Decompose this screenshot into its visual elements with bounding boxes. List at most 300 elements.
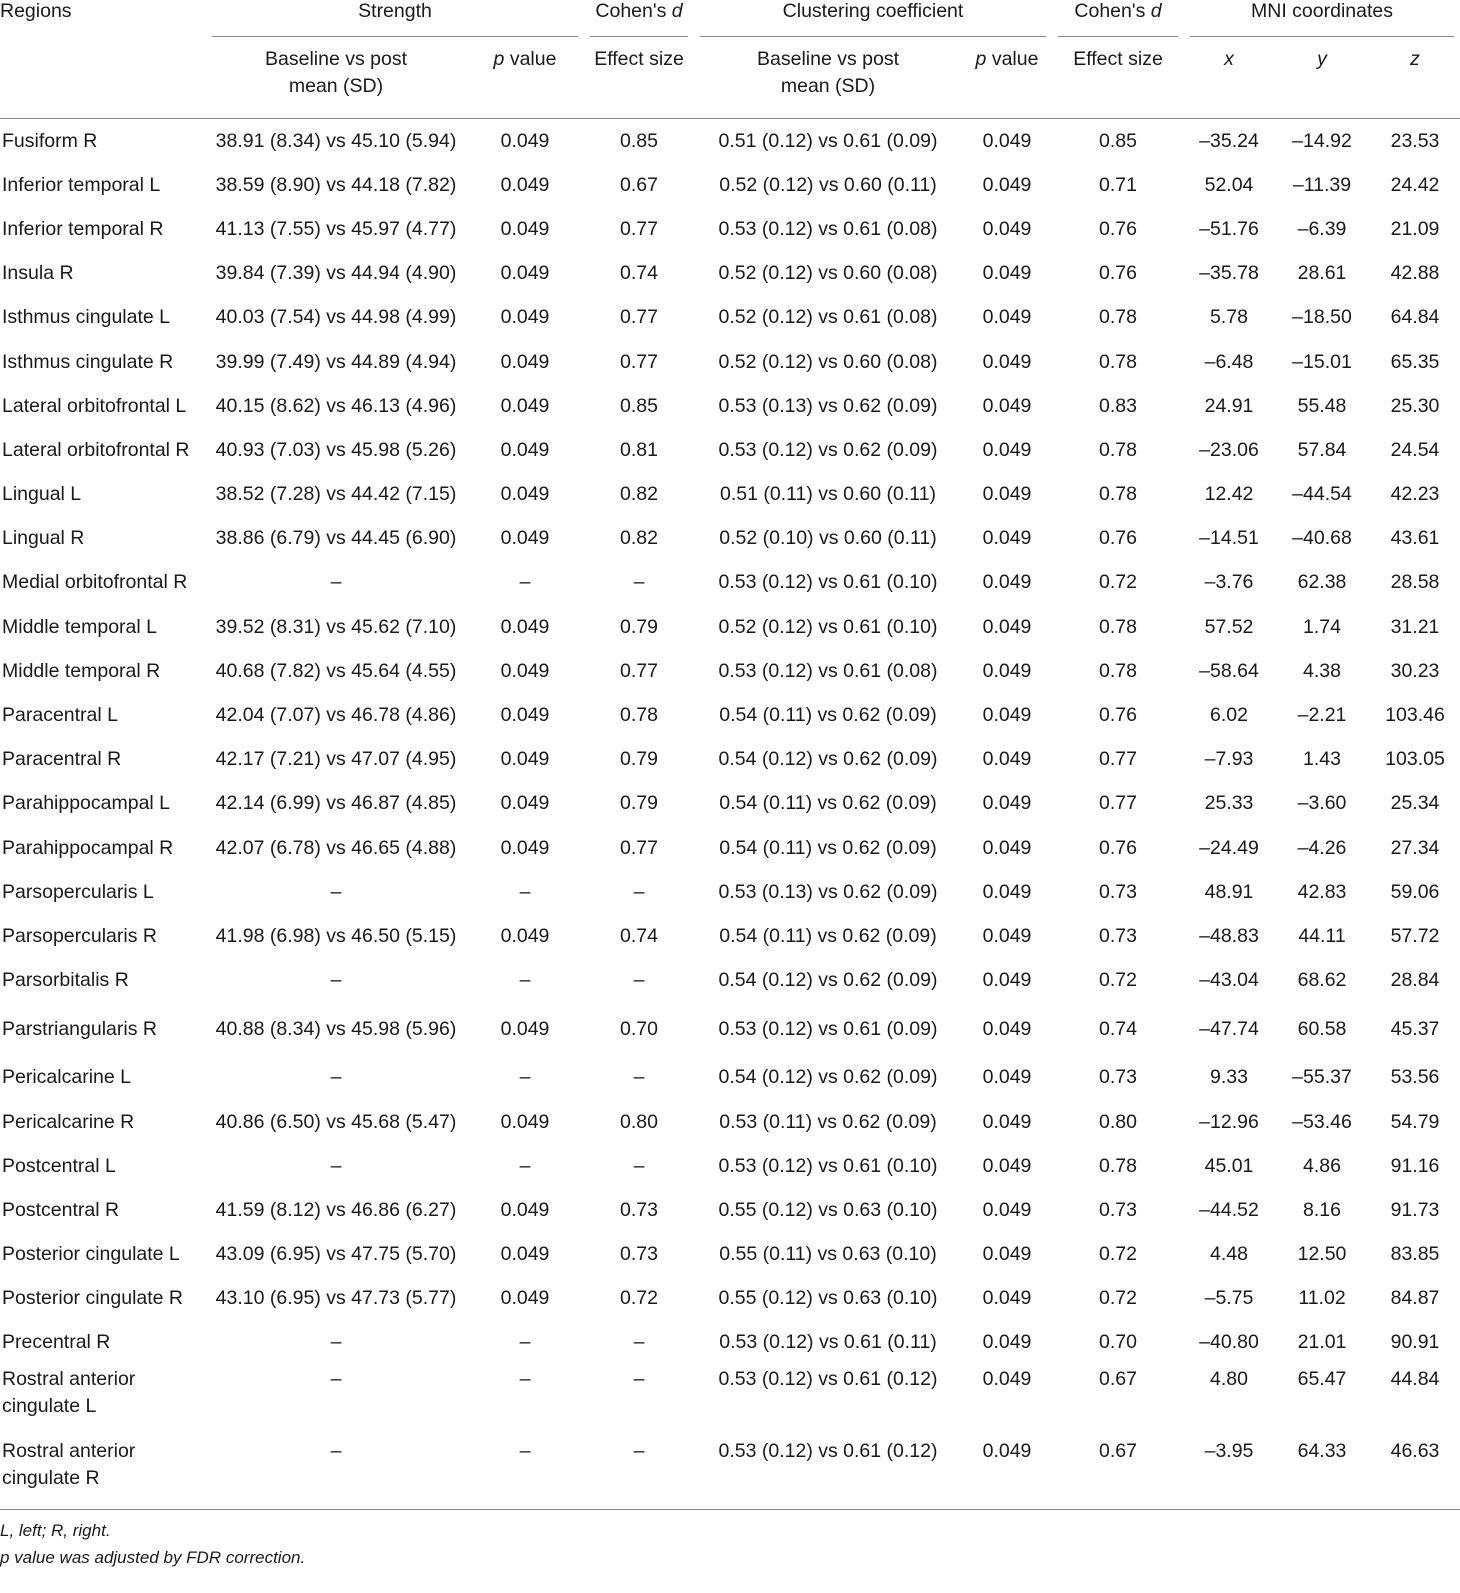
mni-y-cell: 1.74	[1303, 615, 1341, 638]
clustering-p-value-cell: 0.049	[982, 350, 1032, 373]
clustering-p-value-cell: 0.049	[982, 1368, 1032, 1391]
table-row	[0, 119, 1460, 164]
mni-z-cell: 23.53	[1390, 129, 1440, 152]
header-mni-coordinates: MNI coordinates	[1184, 0, 1460, 46]
clustering-effect-size-cell: 0.67	[1052, 1437, 1184, 1510]
region-cell: Pericalcarine R	[2, 1110, 135, 1133]
clustering-effect-size-cell: 0.73	[1099, 1066, 1137, 1089]
strength-mean-cell: 40.15 (8.62) vs 46.13 (4.96)	[215, 394, 457, 417]
mni-z-cell: 24.42	[1390, 173, 1440, 196]
mni-z-cell: 27.34	[1390, 836, 1440, 859]
header-cohens-d-clustering: Cohen's d	[1052, 0, 1184, 46]
strength-p-value-cell: 0.049	[500, 262, 550, 285]
strength-mean-cell: 42.04 (7.07) vs 46.78 (4.86)	[215, 704, 457, 727]
table-row	[0, 1056, 1460, 1100]
mni-x-cell: 57.52	[1204, 615, 1254, 638]
mni-x-cell: –58.64	[1199, 659, 1259, 682]
clustering-effect-size-cell: 0.78	[1099, 350, 1137, 373]
mni-y-cell: –44.54	[1292, 483, 1352, 506]
header-regions-blank	[0, 46, 206, 119]
strength-effect-size-cell: 0.85	[620, 394, 658, 417]
clustering-effect-size-cell: 0.73	[1099, 924, 1137, 947]
strength-effect-size-cell: 0.67	[620, 173, 658, 196]
strength-mean-cell: 39.52 (8.31) vs 45.62 (7.10)	[215, 615, 457, 638]
clustering-p-value-cell: 0.049	[982, 659, 1032, 682]
region-cell: Parsorbitalis R	[2, 969, 129, 992]
clustering-mean-cell: 0.55 (0.12) vs 0.63 (0.10)	[718, 1287, 938, 1310]
strength-p-value-cell: 0.049	[500, 1287, 550, 1310]
region-cell: Precentral R	[2, 1331, 111, 1354]
strength-mean-cell: 40.86 (6.50) vs 45.68 (5.47)	[215, 1110, 457, 1133]
table-row	[0, 870, 1460, 914]
strength-effect-size-cell: –	[584, 1437, 694, 1510]
clustering-p-value-cell: 0.049	[982, 483, 1032, 506]
clustering-p-value-cell: 0.049	[982, 173, 1032, 196]
strength-mean-cell: 40.88 (8.34) vs 45.98 (5.96)	[215, 1017, 457, 1040]
strength-p-value-cell: –	[519, 969, 531, 992]
mni-z-cell: 65.35	[1390, 350, 1440, 373]
mni-y-cell: 11.02	[1298, 1287, 1346, 1310]
mni-x-cell: 25.33	[1204, 792, 1254, 815]
strength-effect-size-cell: 0.77	[620, 306, 658, 329]
strength-mean-cell: 42.14 (6.99) vs 46.87 (4.85)	[215, 792, 457, 815]
clustering-effect-size-cell: 0.73	[1099, 1198, 1137, 1221]
clustering-effect-size-cell: 0.78	[1099, 306, 1137, 329]
mni-z-cell: 46.63	[1370, 1437, 1460, 1510]
mni-z-cell: 25.34	[1390, 792, 1440, 815]
header-clustering-mean: Baseline vs post mean (SD)	[694, 46, 962, 119]
mni-y-cell: 12.50	[1297, 1243, 1347, 1266]
mni-x-cell: 4.48	[1210, 1243, 1248, 1266]
mni-x-cell: –3.76	[1204, 571, 1254, 594]
clustering-p-value-cell: 0.049	[982, 217, 1032, 240]
mni-z-cell: 42.23	[1390, 483, 1440, 506]
clustering-p-value-cell: 0.049	[982, 792, 1032, 815]
mni-y-cell: 4.86	[1303, 1154, 1341, 1177]
strength-effect-size-cell: –	[633, 1154, 645, 1177]
mni-y-cell: 68.62	[1297, 969, 1347, 992]
strength-mean-cell: –	[330, 969, 342, 992]
clustering-effect-size-cell: 0.77	[1099, 792, 1137, 815]
strength-p-value-cell: 0.049	[500, 438, 550, 461]
mni-z-cell: 44.84	[1390, 1368, 1440, 1391]
table-row	[0, 163, 1460, 207]
strength-mean-cell: 41.59 (8.12) vs 46.86 (6.27)	[215, 1198, 457, 1221]
table-row	[0, 1277, 1460, 1321]
mni-z-cell: 90.91	[1390, 1331, 1440, 1354]
region-cell: Pericalcarine L	[2, 1066, 131, 1089]
mni-y-cell: 21.01	[1297, 1331, 1347, 1354]
clustering-mean-cell: 0.54 (0.11) vs 0.62 (0.09)	[719, 792, 937, 815]
header-strength-effect-size: Effect size	[584, 46, 694, 119]
table-row	[0, 207, 1460, 251]
mni-x-cell: 4.80	[1210, 1368, 1248, 1391]
mni-y-cell: –15.01	[1292, 350, 1352, 373]
strength-effect-size-cell: 0.81	[620, 438, 658, 461]
strength-p-value-cell: 0.049	[500, 1243, 550, 1266]
clustering-effect-size-cell: 0.77	[1099, 748, 1137, 771]
strength-p-value-cell: 0.049	[500, 704, 550, 727]
clustering-effect-size-cell: 0.67	[1099, 1368, 1137, 1391]
footnote-abbreviations: L, left; R, right.	[0, 1521, 111, 1540]
region-cell: Parsopercularis L	[2, 880, 154, 903]
strength-mean-cell: 43.10 (6.95) vs 47.73 (5.77)	[215, 1287, 457, 1310]
clustering-p-value-cell: 0.049	[982, 1110, 1032, 1133]
clustering-p-value-cell: 0.049	[982, 1198, 1032, 1221]
strength-p-value-cell: 0.049	[500, 173, 550, 196]
region-cell: Posterior cingulate R	[2, 1287, 184, 1310]
region-cell: Rostral anterior cingulate L	[2, 1368, 136, 1418]
mni-y-cell: –3.60	[1297, 792, 1347, 815]
clustering-p-value-cell: 0.049	[982, 748, 1032, 771]
strength-effect-size-cell: 0.73	[620, 1243, 658, 1266]
clustering-p-value-cell: 0.049	[982, 1287, 1032, 1310]
table-row	[0, 1365, 1460, 1437]
mni-z-cell: 64.84	[1390, 306, 1440, 329]
table-row	[0, 1437, 1460, 1510]
clustering-p-value-cell: 0.049	[982, 129, 1032, 152]
region-cell: Fusiform R	[2, 129, 98, 152]
clustering-p-value-cell: 0.049	[982, 571, 1032, 594]
mni-y-cell: –4.26	[1297, 836, 1347, 859]
mni-z-cell: 59.06	[1390, 880, 1440, 903]
clustering-p-value-cell: 0.049	[982, 880, 1032, 903]
header-clustering-effect-size: Effect size	[1052, 46, 1184, 119]
table-row	[0, 340, 1460, 384]
strength-mean-cell: –	[330, 571, 342, 594]
clustering-effect-size-cell: 0.85	[1099, 129, 1137, 152]
strength-mean-cell: 38.52 (7.28) vs 44.42 (7.15)	[215, 483, 457, 506]
clustering-mean-cell: 0.55 (0.11) vs 0.63 (0.10)	[719, 1243, 937, 1266]
strength-mean-cell: 40.03 (7.54) vs 44.98 (4.99)	[215, 306, 457, 329]
mni-y-cell: –6.39	[1297, 217, 1347, 240]
mni-y-cell: 60.58	[1297, 1017, 1347, 1040]
table-row	[0, 252, 1460, 296]
mni-y-cell: –55.37	[1292, 1066, 1352, 1089]
clustering-effect-size-cell: 0.76	[1099, 262, 1137, 285]
strength-effect-size-cell: 0.73	[620, 1198, 658, 1221]
strength-effect-size-cell: 0.80	[620, 1110, 658, 1133]
mni-y-cell: 65.47	[1297, 1368, 1347, 1391]
strength-effect-size-cell: 0.72	[620, 1287, 658, 1310]
strength-mean-cell: 39.84 (7.39) vs 44.94 (4.90)	[215, 262, 457, 285]
region-cell: Parsopercularis R	[2, 924, 157, 947]
strength-effect-size-cell: –	[633, 571, 645, 594]
clustering-effect-size-cell: 0.76	[1099, 527, 1137, 550]
mni-x-cell: –12.96	[1199, 1110, 1259, 1133]
mni-z-cell: 83.85	[1390, 1243, 1440, 1266]
clustering-effect-size-cell: 0.71	[1099, 173, 1137, 196]
mni-x-cell: –23.06	[1199, 438, 1259, 461]
mni-y-cell: 4.38	[1303, 659, 1341, 682]
strength-p-value-cell: 0.049	[500, 615, 550, 638]
table-row	[0, 428, 1460, 472]
mni-y-cell: 64.33	[1274, 1437, 1370, 1510]
clustering-p-value-cell: 0.049	[982, 1017, 1032, 1040]
mni-z-cell: 57.72	[1390, 924, 1440, 947]
table-row	[0, 1100, 1460, 1144]
header-strength: Strength	[206, 0, 584, 46]
clustering-mean-cell: 0.53 (0.12) vs 0.61 (0.11)	[719, 1331, 937, 1354]
clustering-mean-cell: 0.54 (0.12) vs 0.62 (0.09)	[718, 748, 938, 771]
strength-mean-cell: –	[330, 1066, 342, 1089]
region-cell: Lateral orbitofrontal L	[2, 394, 187, 417]
strength-effect-size-cell: –	[633, 1066, 645, 1089]
strength-effect-size-cell: –	[633, 1331, 645, 1354]
mni-y-cell: –18.50	[1292, 306, 1352, 329]
header-strength-p-value: p value	[466, 46, 584, 119]
mni-y-cell: 62.38	[1297, 571, 1347, 594]
mni-x-cell: –51.76	[1199, 217, 1259, 240]
clustering-p-value-cell: 0.049	[982, 1154, 1032, 1177]
clustering-effect-size-cell: 0.78	[1099, 659, 1137, 682]
strength-effect-size-cell: 0.77	[620, 836, 658, 859]
clustering-mean-cell: 0.51 (0.12) vs 0.61 (0.09)	[718, 129, 938, 152]
clustering-effect-size-cell: 0.74	[1099, 1017, 1137, 1040]
strength-p-value-cell: –	[519, 880, 531, 903]
clustering-effect-size-cell: 0.72	[1099, 571, 1137, 594]
mni-z-cell: 103.05	[1385, 748, 1445, 771]
clustering-mean-cell: 0.52 (0.12) vs 0.60 (0.11)	[719, 173, 937, 196]
table-row	[0, 738, 1460, 782]
clustering-effect-size-cell: 0.73	[1099, 880, 1137, 903]
mni-y-cell: 44.11	[1298, 924, 1346, 947]
region-cell: Parahippocampal L	[2, 792, 171, 815]
strength-p-value-cell: 0.049	[500, 394, 550, 417]
mni-z-cell: 45.37	[1390, 1017, 1440, 1040]
clustering-effect-size-cell: 0.76	[1099, 704, 1137, 727]
strength-effect-size-cell: 0.82	[620, 527, 658, 550]
clustering-mean-cell: 0.53 (0.12) vs 0.61 (0.08)	[718, 217, 938, 240]
mni-x-cell: –6.48	[1204, 350, 1254, 373]
header-clustering-coefficient: Clustering coefficient	[694, 0, 1052, 46]
clustering-effect-size-cell: 0.83	[1099, 394, 1137, 417]
mni-x-cell: –48.83	[1199, 924, 1259, 947]
region-cell: Insula R	[2, 262, 74, 285]
mni-z-cell: 24.54	[1390, 438, 1440, 461]
mni-x-cell: –7.93	[1204, 748, 1254, 771]
mni-y-cell: 8.16	[1303, 1198, 1341, 1221]
clustering-mean-cell: 0.53 (0.12) vs 0.61 (0.10)	[718, 1154, 938, 1177]
mni-z-cell: 91.16	[1390, 1154, 1440, 1177]
clustering-effect-size-cell: 0.80	[1099, 1110, 1137, 1133]
mni-x-cell: –47.74	[1199, 1017, 1259, 1040]
clustering-mean-cell: 0.54 (0.11) vs 0.62 (0.09)	[719, 836, 937, 859]
mni-y-cell: –14.92	[1292, 129, 1352, 152]
clustering-p-value-cell: 0.049	[962, 1437, 1052, 1510]
clustering-effect-size-cell: 0.78	[1099, 1154, 1137, 1177]
clustering-mean-cell: 0.55 (0.12) vs 0.63 (0.10)	[718, 1198, 938, 1221]
mni-z-cell: 91.73	[1390, 1198, 1440, 1221]
header-strength-mean: Baseline vs post mean (SD)	[206, 46, 466, 119]
region-cell: Medial orbitofrontal R	[2, 571, 188, 594]
clustering-mean-cell: 0.52 (0.12) vs 0.60 (0.08)	[718, 262, 938, 285]
strength-mean-cell: 40.93 (7.03) vs 45.98 (5.26)	[215, 438, 457, 461]
mni-x-cell: 9.33	[1210, 1066, 1248, 1089]
strength-p-value-cell: –	[466, 1437, 584, 1510]
mni-x-cell: 24.91	[1204, 394, 1254, 417]
mni-z-cell: 31.21	[1390, 615, 1440, 638]
strength-effect-size-cell: 0.77	[620, 350, 658, 373]
mni-x-cell: –14.51	[1199, 527, 1259, 550]
clustering-p-value-cell: 0.049	[982, 1331, 1032, 1354]
mni-x-cell: 45.01	[1204, 1154, 1254, 1177]
region-cell: Lateral orbitofrontal R	[2, 438, 190, 461]
mni-z-cell: 54.79	[1390, 1110, 1440, 1133]
mni-z-cell: 30.23	[1390, 659, 1440, 682]
table-row	[0, 959, 1460, 1003]
region-cell: Paracentral L	[2, 704, 118, 727]
header-z: z	[1370, 46, 1460, 119]
strength-mean-cell: 41.98 (6.98) vs 46.50 (5.15)	[215, 924, 457, 947]
mni-y-cell: –40.68	[1292, 527, 1352, 550]
clustering-mean-cell: 0.53 (0.12) vs 0.61 (0.08)	[718, 659, 938, 682]
table-row	[0, 1188, 1460, 1232]
strength-p-value-cell: 0.049	[500, 924, 550, 947]
strength-effect-size-cell: 0.79	[620, 615, 658, 638]
strength-p-value-cell: 0.049	[500, 217, 550, 240]
strength-p-value-cell: –	[519, 1154, 531, 1177]
clustering-effect-size-cell: 0.70	[1099, 1331, 1137, 1354]
clustering-mean-cell: 0.53 (0.12) vs 0.61 (0.09)	[718, 1017, 938, 1040]
strength-mean-cell: –	[330, 1154, 342, 1177]
strength-p-value-cell: 0.049	[500, 1017, 550, 1040]
mni-z-cell: 84.87	[1390, 1287, 1440, 1310]
clustering-mean-cell: 0.53 (0.12) vs 0.61 (0.12)	[718, 1368, 938, 1391]
clustering-mean-cell: 0.54 (0.11) vs 0.62 (0.09)	[719, 924, 937, 947]
strength-p-value-cell: 0.049	[500, 1198, 550, 1221]
clustering-mean-cell: 0.53 (0.13) vs 0.62 (0.09)	[718, 880, 938, 903]
strength-p-value-cell: 0.049	[500, 306, 550, 329]
table-row	[0, 914, 1460, 958]
clustering-mean-cell: 0.53 (0.12) vs 0.61 (0.10)	[718, 571, 938, 594]
clustering-mean-cell: 0.52 (0.12) vs 0.61 (0.10)	[718, 615, 938, 638]
mni-y-cell: 42.83	[1297, 880, 1347, 903]
clustering-mean-cell: 0.52 (0.12) vs 0.60 (0.08)	[718, 350, 938, 373]
region-cell: Inferior temporal R	[2, 217, 164, 240]
table-row	[0, 782, 1460, 826]
mni-z-cell: 28.84	[1390, 969, 1440, 992]
table-row	[0, 384, 1460, 428]
clustering-p-value-cell: 0.049	[982, 704, 1032, 727]
header-regions: Regions	[0, 0, 72, 22]
strength-p-value-cell: –	[519, 571, 531, 594]
table-row	[0, 1321, 1460, 1365]
strength-effect-size-cell: –	[633, 1368, 645, 1391]
clustering-p-value-cell: 0.049	[982, 527, 1032, 550]
clustering-effect-size-cell: 0.76	[1099, 217, 1137, 240]
strength-mean-cell: 41.13 (7.55) vs 45.97 (4.77)	[215, 217, 457, 240]
region-cell: Parahippocampal R	[2, 836, 174, 859]
clustering-mean-cell: 0.51 (0.11) vs 0.60 (0.11)	[719, 483, 937, 506]
clustering-p-value-cell: 0.049	[982, 969, 1032, 992]
clustering-effect-size-cell: 0.72	[1099, 1243, 1137, 1266]
table-row	[0, 561, 1460, 605]
clustering-effect-size-cell: 0.78	[1099, 438, 1137, 461]
mni-x-cell: –40.80	[1199, 1331, 1259, 1354]
mni-x-cell: 48.91	[1204, 880, 1254, 903]
clustering-effect-size-cell: 0.78	[1099, 483, 1137, 506]
strength-p-value-cell: –	[519, 1331, 531, 1354]
mni-y-cell: 28.61	[1297, 262, 1347, 285]
mni-x-cell: 5.78	[1210, 306, 1248, 329]
mni-y-cell: 55.48	[1297, 394, 1347, 417]
region-cell: Middle temporal R	[2, 659, 161, 682]
mni-y-cell: 57.84	[1297, 438, 1347, 461]
table-row	[0, 1233, 1460, 1277]
mni-x-cell: –35.78	[1199, 262, 1259, 285]
mni-y-cell: –11.39	[1292, 173, 1352, 196]
strength-p-value-cell: 0.049	[500, 1110, 550, 1133]
region-cell: Isthmus cingulate R	[2, 350, 174, 373]
table-row	[0, 473, 1460, 517]
strength-mean-cell: 42.17 (7.21) vs 47.07 (4.95)	[215, 748, 457, 771]
strength-effect-size-cell: 0.78	[620, 704, 658, 727]
strength-mean-cell: –	[206, 1437, 466, 1510]
strength-effect-size-cell: 0.74	[620, 924, 658, 947]
mni-x-cell: –3.95	[1184, 1437, 1274, 1510]
table-row	[0, 826, 1460, 870]
strength-p-value-cell: 0.049	[500, 836, 550, 859]
mni-x-cell: –5.75	[1204, 1287, 1254, 1310]
table-body	[0, 119, 1460, 1510]
strength-mean-cell: 43.09 (6.95) vs 47.75 (5.70)	[215, 1243, 457, 1266]
clustering-effect-size-cell: 0.72	[1099, 1287, 1137, 1310]
region-cell: Isthmus cingulate L	[2, 306, 171, 329]
mni-z-cell: 43.61	[1390, 527, 1440, 550]
clustering-effect-size-cell: 0.76	[1099, 836, 1137, 859]
region-cell: Lingual L	[2, 483, 82, 506]
clustering-mean-cell: 0.53 (0.12) vs 0.62 (0.09)	[718, 438, 938, 461]
clustering-p-value-cell: 0.049	[982, 615, 1032, 638]
mni-x-cell: –35.24	[1199, 129, 1259, 152]
table-row	[0, 296, 1460, 340]
strength-mean-cell: 38.86 (6.79) vs 44.45 (6.90)	[215, 527, 457, 550]
region-cell: Posterior cingulate L	[2, 1243, 180, 1266]
clustering-mean-cell: 0.54 (0.12) vs 0.62 (0.09)	[718, 1066, 938, 1089]
clustering-mean-cell: 0.53 (0.13) vs 0.62 (0.09)	[718, 394, 938, 417]
mni-x-cell: –43.04	[1199, 969, 1259, 992]
strength-mean-cell: –	[330, 880, 342, 903]
mni-z-cell: 103.46	[1385, 704, 1445, 727]
mni-z-cell: 42.88	[1390, 262, 1440, 285]
mni-x-cell: 12.42	[1204, 483, 1254, 506]
strength-effect-size-cell: –	[633, 880, 645, 903]
region-cell: Inferior temporal L	[2, 173, 161, 196]
strength-p-value-cell: –	[519, 1368, 531, 1391]
strength-effect-size-cell: 0.70	[620, 1017, 658, 1040]
region-cell: Postcentral R	[2, 1198, 120, 1221]
mni-x-cell: 52.04	[1204, 173, 1254, 196]
clustering-p-value-cell: 0.049	[982, 262, 1032, 285]
mni-x-cell: –44.52	[1199, 1198, 1259, 1221]
strength-effect-size-cell: –	[633, 969, 645, 992]
strength-p-value-cell: 0.049	[500, 792, 550, 815]
mni-x-cell: –24.49	[1199, 836, 1259, 859]
footnote-fdr: p value was adjusted by FDR correction.	[0, 1548, 306, 1567]
clustering-p-value-cell: 0.049	[982, 1066, 1032, 1089]
strength-p-value-cell: 0.049	[500, 527, 550, 550]
strength-effect-size-cell: 0.74	[620, 262, 658, 285]
strength-mean-cell: 40.68 (7.82) vs 45.64 (4.55)	[215, 659, 457, 682]
mni-y-cell: –2.21	[1297, 704, 1347, 727]
strength-mean-cell: –	[330, 1331, 342, 1354]
mni-z-cell: 25.30	[1390, 394, 1440, 417]
strength-p-value-cell: 0.049	[500, 748, 550, 771]
strength-effect-size-cell: 0.77	[620, 659, 658, 682]
header-clustering-p-value: p value	[962, 46, 1052, 119]
mni-x-cell: 6.02	[1210, 704, 1248, 727]
